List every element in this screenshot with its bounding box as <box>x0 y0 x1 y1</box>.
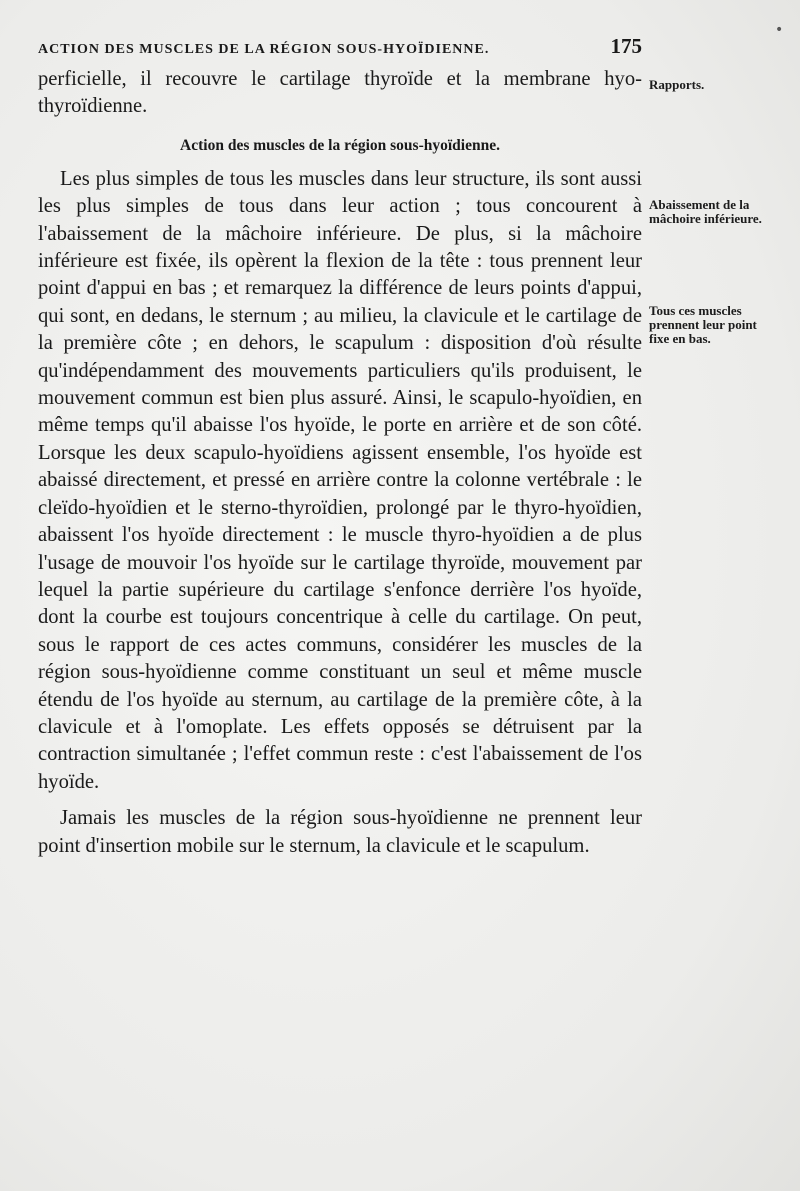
page-speck: • <box>775 22 784 38</box>
section-title: Action des muscles de la région sous-hyoïdienne. <box>180 136 500 154</box>
margin-note-point-fixe: Tous ces muscles prennent leur point fixe en bas. <box>649 303 757 346</box>
paragraph-continuation: perficielle, il recouvre le cartilage thyroïde et la membrane hyo-thyroïdienne. <box>38 68 642 118</box>
page-header <box>38 34 642 59</box>
running-title: ACTION DES MUSCLES DE LA RÉGION SOUS-HYOÏDIENNE. <box>38 42 490 57</box>
main-text <box>38 66 642 860</box>
page-number: 175 <box>610 34 642 58</box>
paragraph-action: Les plus simples de tous les muscles dans leur structure, ils sont aussi les plus simples de tous dans leur action ; tous concourent à l'abaissement de la mâchoire inférieure. De plus, si la mâchoire inférieure est fixée, ils opèrent la flexion de la tête : tous prennent leur point d'appui en bas ; et remarquez la différence de leurs points d'appui, qui sont, en dedans, le sternum ; au milieu, la clavicule et le cartilage de la première côte ; en dehors, le scapulum : disposition d'où résulte qu'indépendamment des mouvements particuliers qu'ils produisent, le mouvement commun est bien plus assuré. Ainsi, le scapulo-hyoïdien, en même temps qu'il abaisse l'os hyoïde, le porte en arrière et de son côté. Lorsque les deux scapulo-hyoïdiens agissent ensemble, l'os hyoïde est abaissé directement, et pressé en arrière contre la colonne vertébrale : le cleïdo-hyoïdien et le sterno-thyroïdien, prolongé par le thyro-hyoïdien, abaissent l'os hyoïde directement : le muscle thyro-hyoïdien a de plus l'usage de mouvoir l'os hyoïde sur le cartilage thyroïde, mouvement par lequel la partie supérieure du cartilage s'enfonce derrière l'os hyoïde, dont la courbe est toujours concentrique à celle du cartilage. On peut, sous le rapport de ces actes communs, considérer les muscles de la région sous-hyoïdienne comme constituant un seul et même muscle étendu de l'os hyoïde au sternum, au cartilage de la première côte, à la clavicule et à l'omoplate. Les effets opposés se détruisent par la contraction simultanée ; l'effet commun reste : c'est l'abaissement de l'os hyoïde. <box>38 167 642 793</box>
margin-note-abaissement: Abaissement de la mâchoire inférieure. <box>649 197 762 226</box>
paragraph-insertion: Jamais les muscles de la région sous-hyoïdienne ne prennent leur point d'insertion mobile sur le sternum, la clavicule et le scapulum. <box>38 807 642 857</box>
margin-note-rapports: Rapports. <box>649 77 705 92</box>
